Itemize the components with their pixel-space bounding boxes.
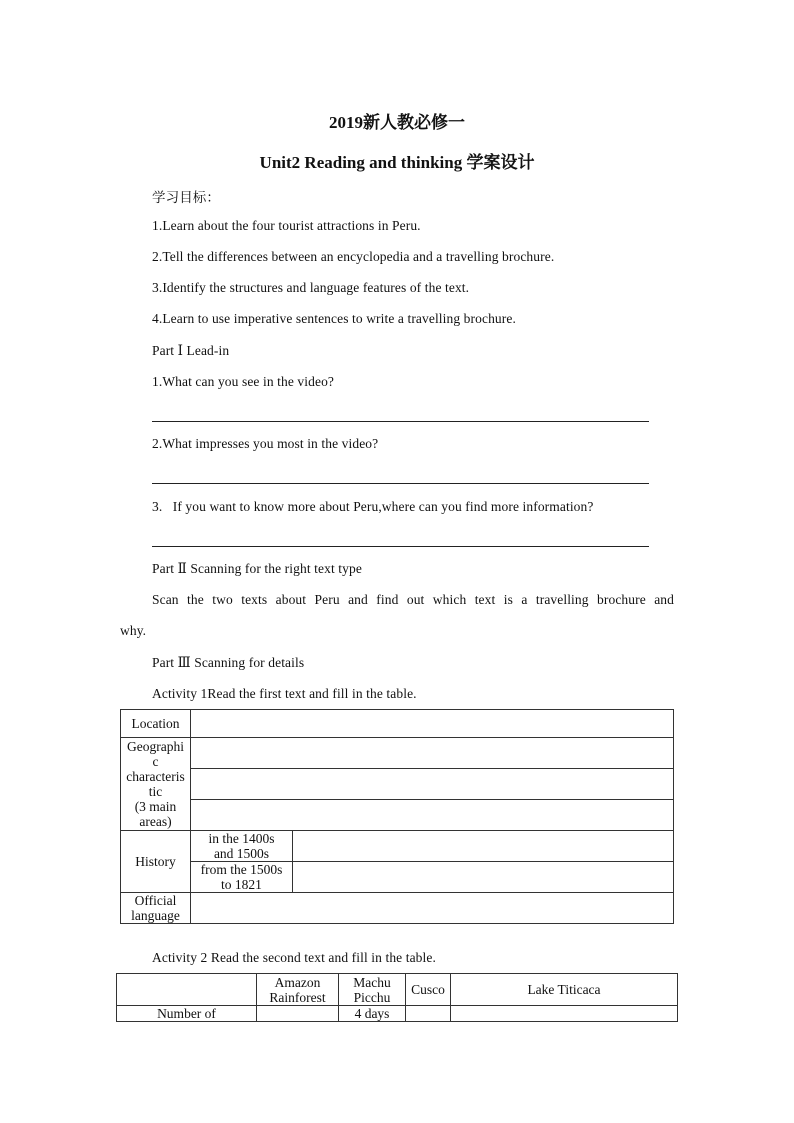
question-3: 3. If you want to know more about Peru,where can you find more information? [152, 499, 594, 514]
activity1-instruction: Activity 1Read the first text and fill in the table. [152, 686, 417, 701]
fill-cell-history-2[interactable] [293, 862, 674, 893]
header-cusco: Cusco [406, 974, 451, 1006]
objective-item: 1.Learn about the four tourist attractions in Peru. [152, 218, 421, 233]
fill-cell-geo-3[interactable] [191, 800, 674, 831]
fill-cell-titicaca[interactable] [451, 1006, 678, 1022]
row-label-location: Location [121, 710, 191, 738]
row-label-language: Official language [121, 893, 191, 924]
part3-heading: Part Ⅲ Scanning for details [152, 655, 305, 670]
fill-cell-cusco[interactable] [406, 1006, 451, 1022]
part2-instruction: Scan the two texts about Peru and find out which text is a travelling brochure and [152, 592, 674, 607]
fill-cell-amazon[interactable] [257, 1006, 339, 1022]
objectives-heading: 学习目标： [152, 190, 220, 205]
question-2: 2.What impresses you most in the video? [152, 436, 379, 451]
objective-item: 3.Identify the structures and language features of the text. [152, 280, 470, 295]
part1-heading: Part Ⅰ Lead-in [152, 343, 230, 358]
history-period-2: from the 1500s to 1821 [191, 862, 293, 893]
objective-item: 4.Learn to use imperative sentences to write a travelling brochure. [152, 311, 516, 326]
history-period-1: in the 1400s and 1500s [191, 831, 293, 862]
answer-line-1[interactable] [152, 421, 649, 422]
header-machu-picchu: Machu Picchu [339, 974, 406, 1006]
document-title: 2019新人教必修一 [329, 113, 465, 132]
activity2-instruction: Activity 2 Read the second text and fill in the table. [152, 950, 436, 965]
objective-item: 2.Tell the differences between an encyclopedia and a travelling brochure. [152, 249, 555, 264]
question-1: 1.What can you see in the video? [152, 374, 335, 389]
document-subtitle: Unit2 Reading and thinking 学案设计 [259, 153, 535, 172]
header-amazon: Amazon Rainforest [257, 974, 339, 1006]
fill-cell-language[interactable] [191, 893, 674, 924]
row-label-history: History [121, 831, 191, 893]
answer-line-2[interactable] [152, 483, 649, 484]
fill-cell-geo-1[interactable] [191, 738, 674, 769]
fill-cell-location[interactable] [191, 710, 674, 738]
row-label-geographic: Geographi c characteris tic (3 main areas) [121, 738, 191, 831]
activity1-table [120, 709, 674, 924]
header-blank [117, 974, 257, 1006]
header-lake-titicaca: Lake Titicaca [451, 974, 678, 1006]
cell-machu-days: 4 days [339, 1006, 406, 1022]
row-label-number-of: Number of [117, 1006, 257, 1022]
part2-instruction-cont: why. [120, 623, 147, 638]
fill-cell-history-1[interactable] [293, 831, 674, 862]
activity2-table [116, 973, 678, 1022]
part2-heading: Part Ⅱ Scanning for the right text type [152, 561, 362, 576]
answer-line-3[interactable] [152, 546, 649, 547]
fill-cell-geo-2[interactable] [191, 769, 674, 800]
